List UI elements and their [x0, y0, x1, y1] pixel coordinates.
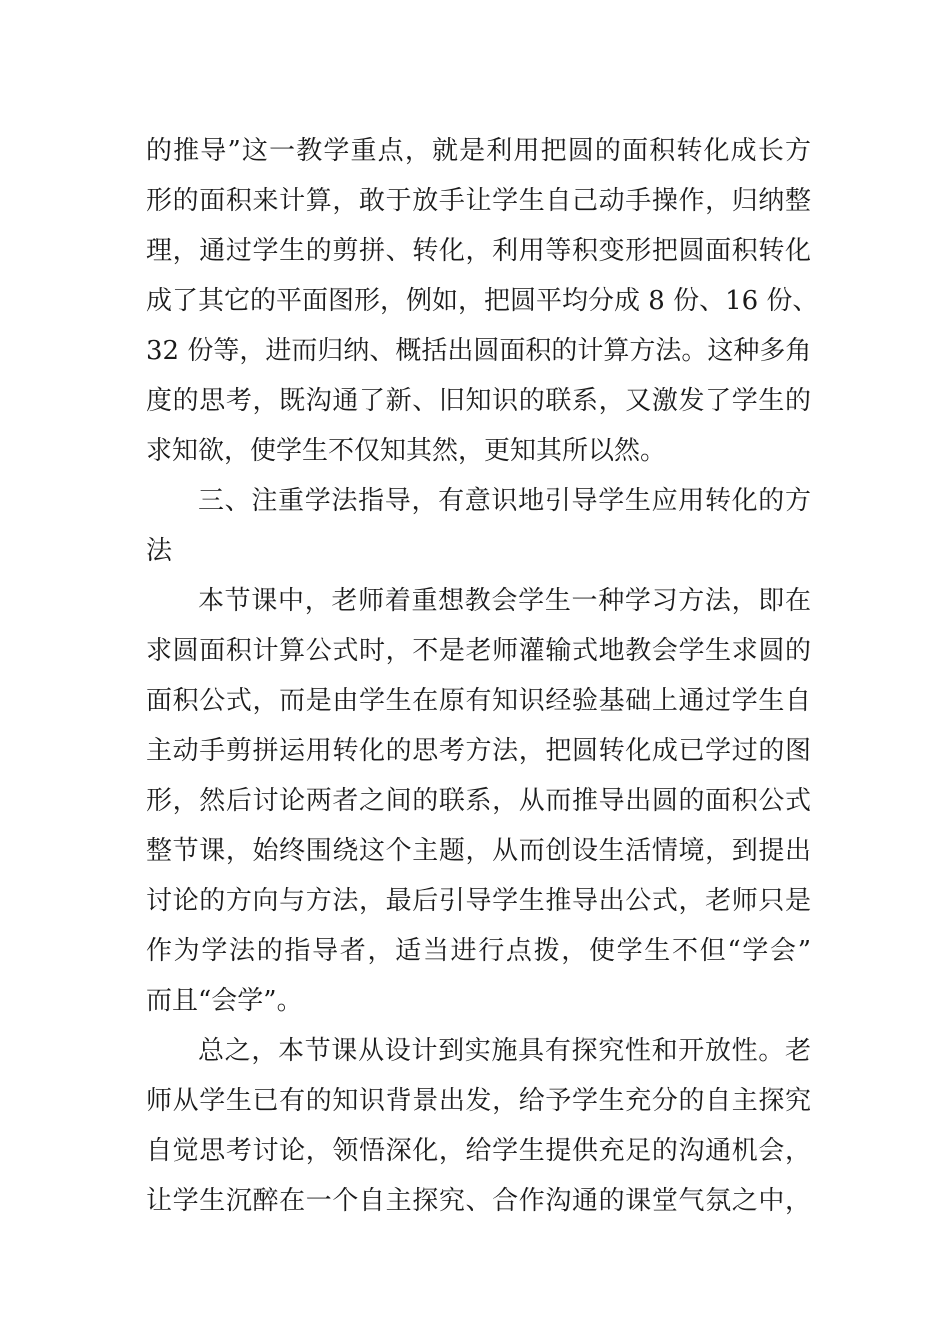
text-line: 总之，本节课从设计到实施具有探究性和开放性。老 — [198, 1036, 811, 1066]
text-line: 让学生沉醉在一个自主探究、合作沟通的课堂气氛之中， — [146, 1186, 811, 1216]
text-line: 作为学法的指导者，适当进行点拨，使学生不但“学会” — [146, 936, 811, 966]
text-line: 讨论的方向与方法，最后引导学生推导出公式，老师只是 — [146, 886, 811, 916]
text-line: 三、注重学法指导，有意识地引导学生应用转化的方 — [198, 486, 811, 516]
text-line: 自觉思考讨论，领悟深化，给学生提供充足的沟通机会， — [146, 1136, 811, 1166]
text-line: 面积公式，而是由学生在原有知识经验基础上通过学生自 — [146, 686, 811, 716]
text-line: 32 份等，进而归纳、概括出圆面积的计算方法。这种多角 — [146, 336, 812, 366]
text-line: 法 — [146, 536, 173, 566]
text-line: 成了其它的平面图形，例如，把圆平均分成 8 份、16 份、 — [146, 286, 819, 316]
text-line: 整节课，始终围绕这个主题，从而创设生活情境，到提出 — [146, 836, 811, 866]
text-line: 度的思考，既沟通了新、旧知识的联系，又激发了学生的 — [146, 386, 811, 416]
text-line: 师从学生已有的知识背景出发，给予学生充分的自主探究 — [146, 1086, 811, 1116]
text-line: 形的面积来计算，敢于放手让学生自己动手操作，归纳整 — [146, 186, 811, 216]
text-line: 求知欲，使学生不仅知其然，更知其所以然。 — [146, 436, 667, 466]
text-line: 理，通过学生的剪拼、转化，利用等积变形把圆面积转化 — [146, 236, 811, 266]
body-text — [146, 126, 819, 1226]
text-line: 而且“会学”。 — [146, 986, 303, 1016]
text-line: 的推导”这一教学重点，就是利用把圆的面积转化成长方 — [146, 136, 811, 166]
text-line: 主动手剪拼运用转化的思考方法，把圆转化成已学过的图 — [146, 736, 811, 766]
text-line: 求圆面积计算公式时，不是老师灌输式地教会学生求圆的 — [146, 636, 811, 666]
text-line: 本节课中，老师着重想教会学生一种学习方法，即在 — [198, 586, 811, 616]
text-line: 形，然后讨论两者之间的联系，从而推导出圆的面积公式 — [146, 786, 811, 816]
